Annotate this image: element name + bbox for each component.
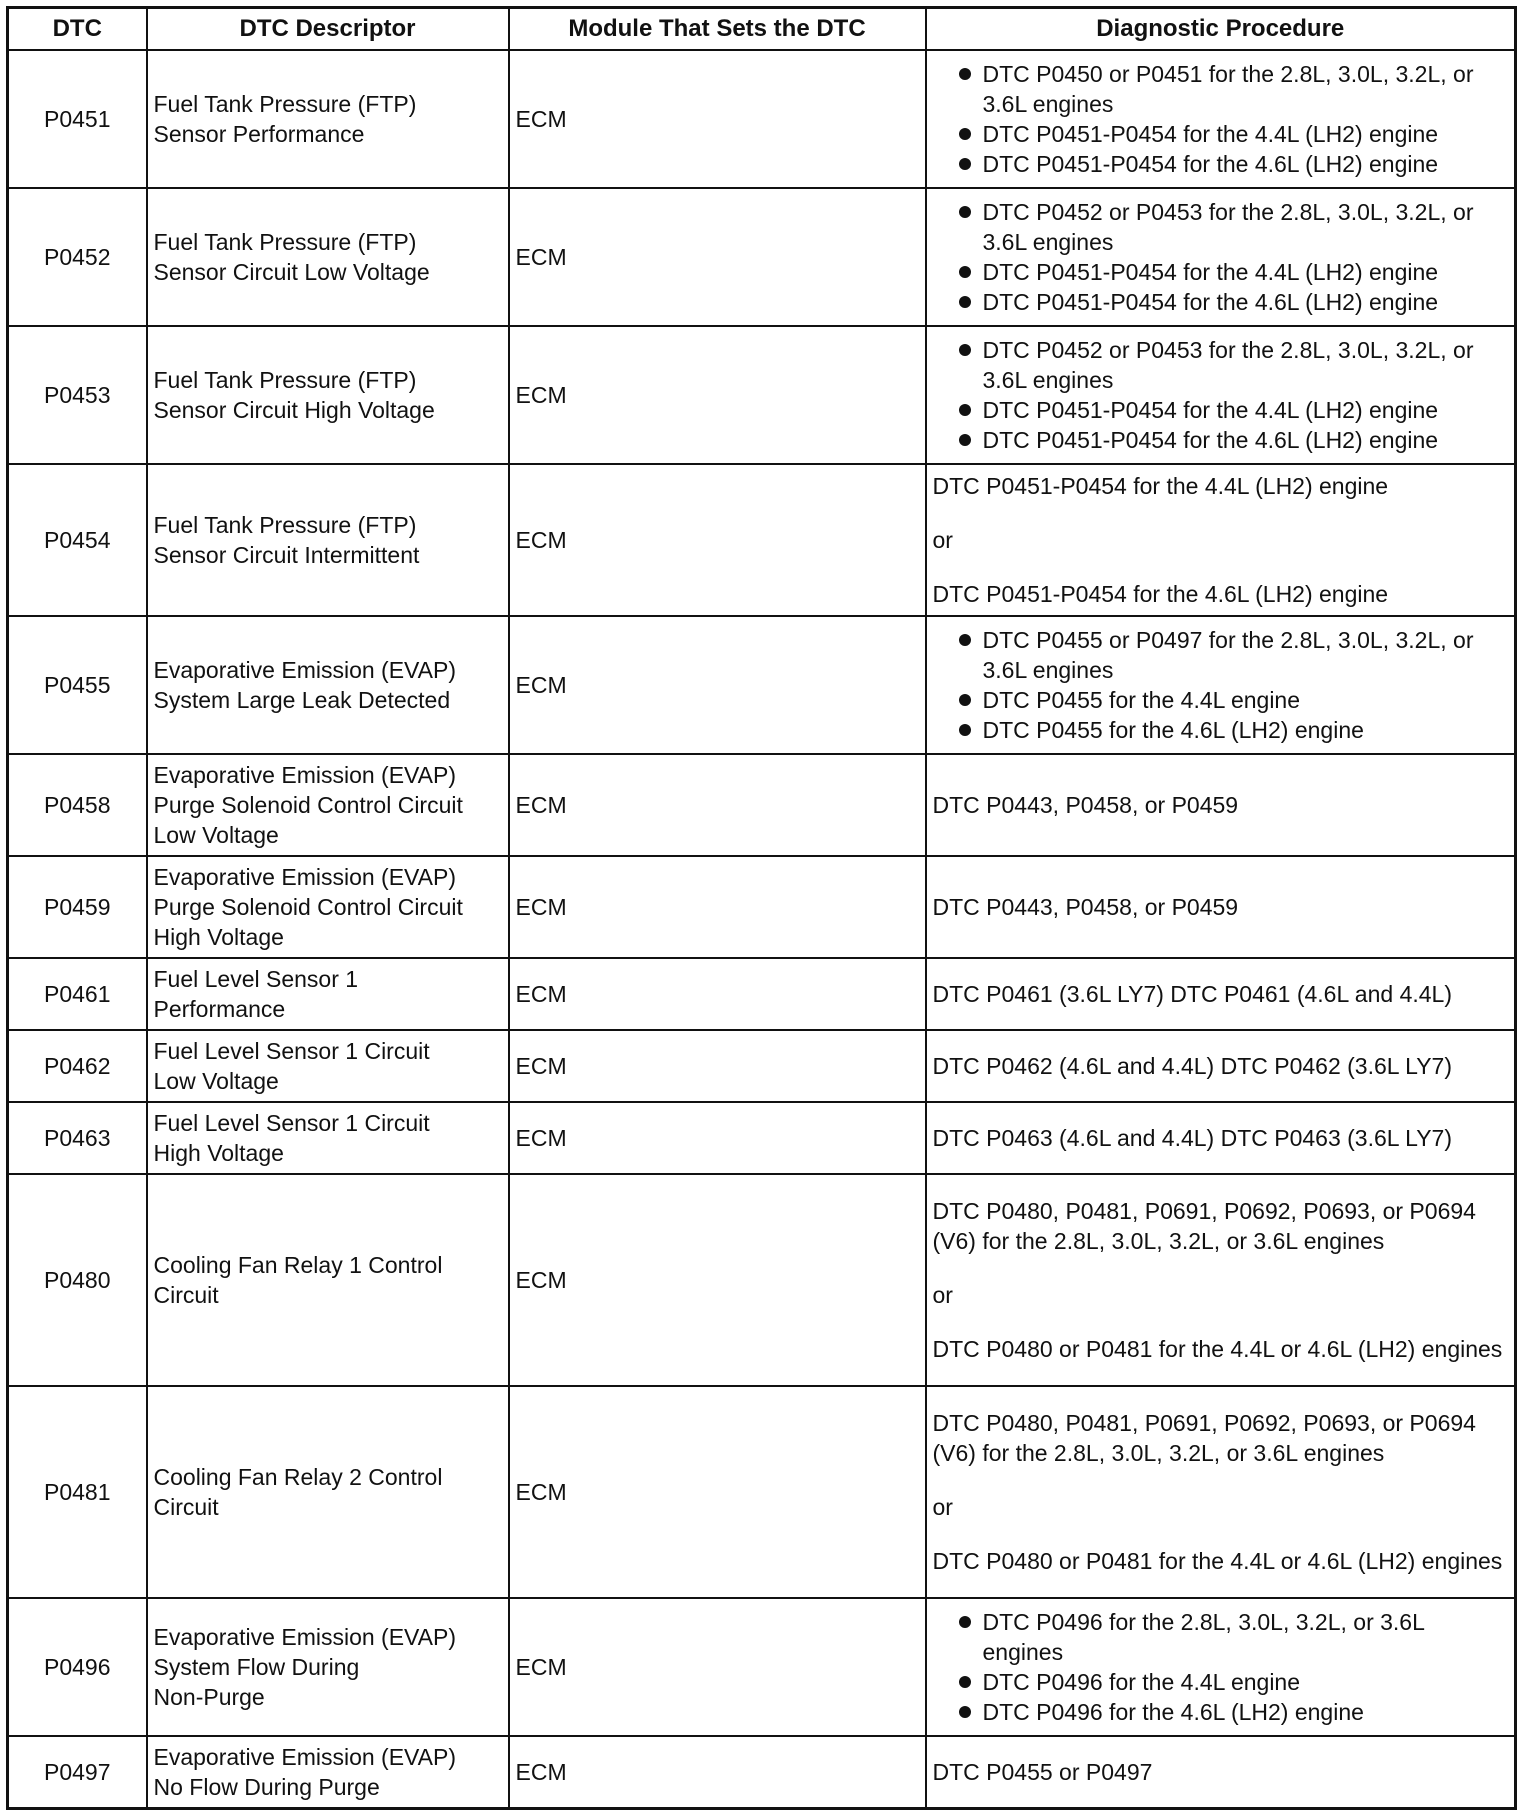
diagnostic-procedure-cell — [926, 464, 1516, 616]
table-row — [8, 188, 1516, 326]
descriptor-line: Evaporative Emission (EVAP) — [153, 657, 457, 683]
header-row — [8, 8, 1516, 51]
dtc-descriptor-cell — [147, 1736, 509, 1808]
table-row — [8, 1386, 1516, 1598]
dtc-code-cell: P0496 — [8, 1598, 147, 1736]
dtc-code-cell: P0452 — [8, 188, 147, 326]
header-procedure: Diagnostic Procedure — [926, 8, 1516, 51]
table-row — [8, 856, 1516, 958]
diagnostic-procedure-cell — [926, 1102, 1516, 1174]
table-row — [8, 1030, 1516, 1102]
table-row — [8, 958, 1516, 1030]
dtc-descriptor-cell — [147, 326, 509, 464]
module-cell: ECM — [509, 50, 926, 188]
module-cell: ECM — [509, 1736, 926, 1808]
procedure-paragraph: DTC P0463 (4.6L and 4.4L) DTC P0463 (3.6L LY7) — [932, 1125, 1452, 1151]
diagnostic-procedure-cell — [926, 326, 1516, 464]
procedure-item: DTC P0455 or P0497 for the 2.8L, 3.0L, 3.2L, or 3.6L engines — [959, 625, 1509, 685]
dtc-descriptor-cell — [147, 1030, 509, 1102]
descriptor-line: Evaporative Emission (EVAP) — [153, 1743, 457, 1770]
module-cell: ECM — [509, 616, 926, 754]
diagnostic-procedure-cell — [926, 50, 1516, 188]
module-cell: ECM — [509, 1102, 926, 1174]
dtc-code-cell: P0462 — [8, 1030, 147, 1102]
procedure-paragraph: DTC P0455 or P0497 — [932, 1758, 1153, 1785]
procedure-item: DTC P0496 for the 2.8L, 3.0L, 3.2L, or 3.6L engines — [959, 1607, 1509, 1667]
dtc-code-cell: P0455 — [8, 616, 147, 754]
module-cell: ECM — [509, 1174, 926, 1386]
descriptor-line: Non-Purge — [153, 1684, 265, 1710]
descriptor-line: Circuit — [153, 1282, 219, 1308]
procedure-list — [933, 1607, 1509, 1727]
descriptor-line: Purge Solenoid Control Circuit — [153, 894, 463, 920]
descriptor-line: Fuel Tank Pressure (FTP) — [153, 229, 417, 255]
descriptor-line: Evaporative Emission (EVAP) — [153, 1624, 457, 1650]
procedure-item: DTC P0496 for the 4.6L (LH2) engine — [959, 1697, 1509, 1727]
dtc-code-cell: P0459 — [8, 856, 147, 958]
procedure-paragraph: or — [932, 527, 953, 553]
diagnostic-procedure-cell — [926, 958, 1516, 1030]
dtc-table-page — [6, 6, 1514, 1810]
descriptor-line: Fuel Tank Pressure (FTP) — [153, 367, 417, 393]
procedure-paragraph: DTC P0480 or P0481 for the 4.4L or 4.6L (LH2) engines — [932, 1336, 1503, 1362]
descriptor-line: Fuel Tank Pressure (FTP) — [153, 91, 417, 117]
dtc-code-cell: P0461 — [8, 958, 147, 1030]
dtc-code-cell: P0463 — [8, 1102, 147, 1174]
descriptor-line: Sensor Circuit Intermittent — [153, 542, 420, 568]
descriptor-line: Circuit — [153, 1494, 219, 1520]
diagnostic-procedure-cell — [926, 1386, 1516, 1598]
dtc-descriptor-cell — [147, 1102, 509, 1174]
dtc-code-cell: P0454 — [8, 464, 147, 616]
procedure-item: DTC P0451-P0454 for the 4.6L (LH2) engine — [959, 149, 1509, 179]
dtc-descriptor-cell — [147, 464, 509, 616]
diagnostic-procedure-cell — [926, 188, 1516, 326]
diagnostic-procedure-cell — [926, 1736, 1516, 1808]
procedure-list — [933, 335, 1509, 455]
procedure-paragraph: or — [932, 1282, 953, 1308]
dtc-code-cell: P0458 — [8, 754, 147, 856]
descriptor-line: High Voltage — [153, 924, 284, 950]
descriptor-line: Fuel Level Sensor 1 Circuit — [153, 1110, 430, 1136]
module-cell: ECM — [509, 1598, 926, 1736]
descriptor-line: Low Voltage — [153, 1068, 279, 1094]
module-cell: ECM — [509, 958, 926, 1030]
descriptor-line: Performance — [153, 996, 286, 1022]
dtc-code-cell: P0480 — [8, 1174, 147, 1386]
table-row — [8, 754, 1516, 856]
diagnostic-procedure-cell — [926, 616, 1516, 754]
table-body — [8, 50, 1516, 1808]
table-row — [8, 1598, 1516, 1736]
procedure-list — [933, 59, 1509, 179]
table-row — [8, 326, 1516, 464]
procedure-item: DTC P0452 or P0453 for the 2.8L, 3.0L, 3.2L, or 3.6L engines — [959, 197, 1509, 257]
table-row — [8, 616, 1516, 754]
module-cell: ECM — [509, 1386, 926, 1598]
dtc-descriptor-cell — [147, 754, 509, 856]
table-row — [8, 1174, 1516, 1386]
module-cell: ECM — [509, 856, 926, 958]
procedure-item: DTC P0451-P0454 for the 4.6L (LH2) engine — [959, 425, 1509, 455]
procedure-item: DTC P0496 for the 4.4L engine — [959, 1667, 1509, 1697]
descriptor-line: Sensor Performance — [153, 121, 365, 147]
descriptor-line: Cooling Fan Relay 2 Control — [153, 1464, 443, 1490]
procedure-paragraph: DTC P0451-P0454 for the 4.4L (LH2) engine — [932, 473, 1389, 499]
header-module: Module That Sets the DTC — [509, 8, 926, 51]
dtc-code-cell: P0481 — [8, 1386, 147, 1598]
dtc-descriptor-cell — [147, 1174, 509, 1386]
descriptor-line: Fuel Tank Pressure (FTP) — [153, 512, 417, 538]
procedure-paragraph: DTC P0451-P0454 for the 4.6L (LH2) engine — [932, 581, 1389, 607]
dtc-descriptor-cell — [147, 958, 509, 1030]
diagnostic-procedure-cell — [926, 856, 1516, 958]
header-descriptor: DTC Descriptor — [147, 8, 509, 51]
procedure-item: DTC P0451-P0454 for the 4.4L (LH2) engine — [959, 119, 1509, 149]
header-dtc: DTC — [8, 8, 147, 51]
procedure-paragraph: DTC P0480, P0481, P0691, P0692, P0693, or P0694 (V6) for the 2.8L, 3.0L, 3.2L, or 3.6L engines — [932, 1410, 1476, 1466]
procedure-paragraph: DTC P0480, P0481, P0691, P0692, P0693, or P0694 (V6) for the 2.8L, 3.0L, 3.2L, or 3.6L engines — [932, 1198, 1476, 1254]
descriptor-line: Fuel Level Sensor 1 — [153, 966, 359, 992]
procedure-list — [933, 625, 1509, 745]
procedure-item: DTC P0455 for the 4.4L engine — [959, 685, 1509, 715]
dtc-code-cell: P0451 — [8, 50, 147, 188]
dtc-descriptor-cell — [147, 1598, 509, 1736]
procedure-paragraph: DTC P0461 (3.6L LY7) DTC P0461 (4.6L and 4.4L) — [932, 981, 1452, 1007]
descriptor-line: Sensor Circuit Low Voltage — [153, 259, 430, 285]
descriptor-line: High Voltage — [153, 1140, 284, 1166]
procedure-item: DTC P0451-P0454 for the 4.4L (LH2) engine — [959, 395, 1509, 425]
procedure-item: DTC P0451-P0454 for the 4.4L (LH2) engine — [959, 257, 1509, 287]
descriptor-line: Evaporative Emission (EVAP) — [153, 762, 457, 788]
module-cell: ECM — [509, 188, 926, 326]
dtc-descriptor-cell — [147, 188, 509, 326]
descriptor-line: System Flow During — [153, 1654, 360, 1680]
procedure-item: DTC P0450 or P0451 for the 2.8L, 3.0L, 3.2L, or 3.6L engines — [959, 59, 1509, 119]
diagnostic-procedure-cell — [926, 754, 1516, 856]
dtc-descriptor-cell — [147, 616, 509, 754]
procedure-paragraph: DTC P0443, P0458, or P0459 — [932, 792, 1239, 818]
descriptor-line: Low Voltage — [153, 822, 279, 848]
diagnostic-procedure-cell — [926, 1174, 1516, 1386]
dtc-code-cell: P0497 — [8, 1736, 147, 1808]
procedure-paragraph: DTC P0462 (4.6L and 4.4L) DTC P0462 (3.6L LY7) — [932, 1053, 1452, 1079]
descriptor-line: System Large Leak Detected — [153, 687, 451, 713]
descriptor-line: Purge Solenoid Control Circuit — [153, 792, 463, 818]
module-cell: ECM — [509, 1030, 926, 1102]
descriptor-line: Sensor Circuit High Voltage — [153, 397, 435, 423]
procedure-item: DTC P0455 for the 4.6L (LH2) engine — [959, 715, 1509, 745]
table-row — [8, 50, 1516, 188]
procedure-paragraph: DTC P0443, P0458, or P0459 — [932, 894, 1239, 920]
procedure-paragraph: or — [932, 1494, 953, 1520]
procedure-item: DTC P0452 or P0453 for the 2.8L, 3.0L, 3.2L, or 3.6L engines — [959, 335, 1509, 395]
procedure-list — [933, 197, 1509, 317]
dtc-descriptor-cell — [147, 856, 509, 958]
table-row — [8, 1102, 1516, 1174]
diagnostic-procedure-cell — [926, 1598, 1516, 1736]
table-row — [8, 464, 1516, 616]
diagnostic-procedure-cell — [926, 1030, 1516, 1102]
procedure-paragraph: DTC P0480 or P0481 for the 4.4L or 4.6L (LH2) engines — [932, 1548, 1503, 1574]
dtc-code-cell: P0453 — [8, 326, 147, 464]
descriptor-line: No Flow During Purge — [153, 1773, 380, 1800]
module-cell: ECM — [509, 754, 926, 856]
descriptor-line: Evaporative Emission (EVAP) — [153, 864, 457, 890]
dtc-descriptor-cell — [147, 1386, 509, 1598]
descriptor-line: Fuel Level Sensor 1 Circuit — [153, 1038, 430, 1064]
dtc-table — [6, 6, 1517, 1810]
dtc-descriptor-cell — [147, 50, 509, 188]
module-cell: ECM — [509, 464, 926, 616]
module-cell: ECM — [509, 326, 926, 464]
descriptor-line: Cooling Fan Relay 1 Control — [153, 1252, 443, 1278]
procedure-item: DTC P0451-P0454 for the 4.6L (LH2) engine — [959, 287, 1509, 317]
table-row — [8, 1736, 1516, 1808]
